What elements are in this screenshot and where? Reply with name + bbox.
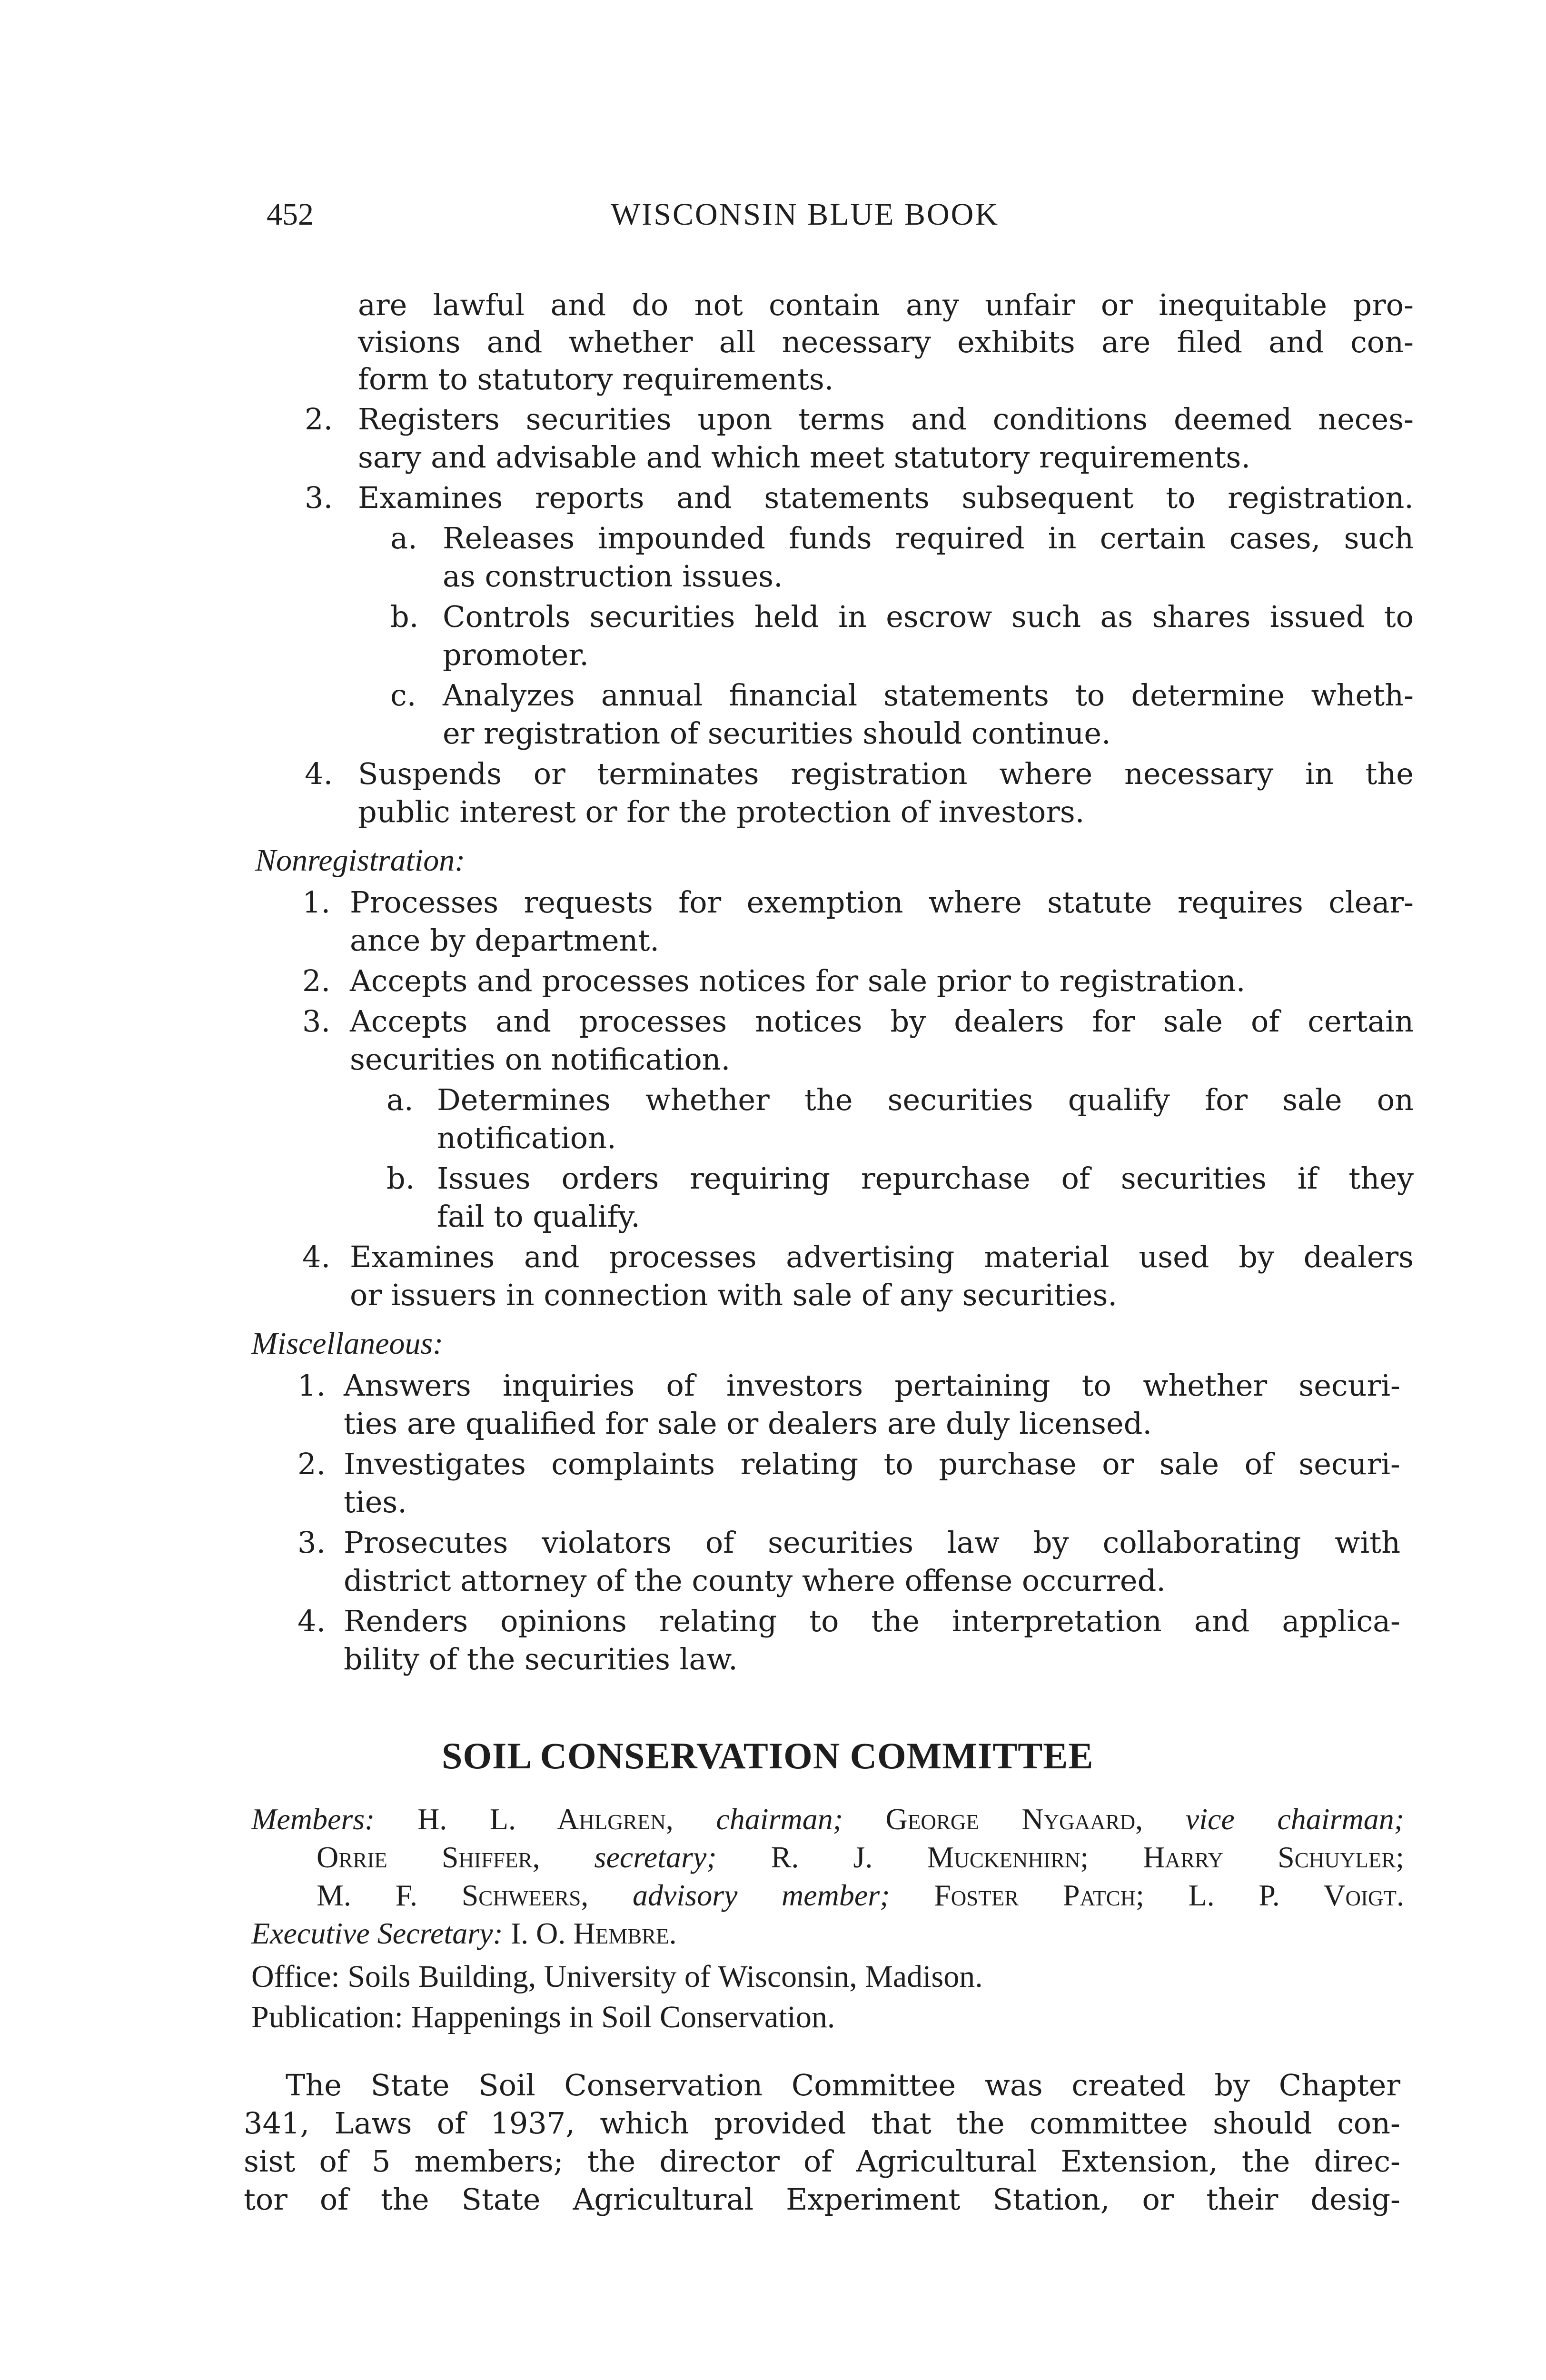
paragraph-line: tor of the State Agricultural Experiment Station, or their desig- [244,2182,1400,2217]
list-item-line: public interest or for the protection of investors. [358,794,1085,829]
list-item-line: ance by department. [350,923,660,958]
members-line [251,1804,1404,1835]
continuation-line: form to statutory requirements. [358,362,834,397]
executive-secretary-line [251,1918,677,1949]
list-item-line: ties are qualified for sale or dealers are duly licensed. [344,1406,1152,1441]
subitem-letter: a. [390,521,417,555]
item-number: 1. [297,1368,326,1403]
section-heading-miscellaneous: Miscellaneous: [251,1326,444,1361]
list-item-line: Controls securities held in escrow such as shares issued to [443,599,1414,634]
item-number: 4. [302,1240,331,1274]
list-item-line: Determines whether the securities qualify for sale on [437,1082,1414,1117]
list-item-line: Analyzes annual financial statements to determine wheth- [443,678,1414,713]
list-item-line: er registration of securities should continue. [443,716,1111,751]
list-item-line: Releases impounded funds required in certain cases, such [443,521,1414,555]
list-item-line: securities on notification. [350,1042,731,1077]
item-number: 2. [297,1447,326,1481]
subitem-letter: b. [386,1161,415,1196]
section-title: SOIL CONSERVATION COMMITTEE [442,1735,1094,1776]
list-item-line: as construction issues. [443,559,783,594]
list-item-line: Investigates complaints relating to purchase or sale of securi- [344,1447,1400,1481]
list-item-line: bility of the securities law. [344,1642,738,1676]
member-role: secretary; [594,1840,717,1874]
member-name: M. F. Schweers, [317,1878,589,1912]
list-item-line: promoter. [443,637,589,672]
members-line [317,1880,1404,1911]
member-role: vice chairman; [1185,1802,1405,1836]
item-number: 1. [302,885,331,920]
executive-secretary-label: Executive Secretary: [251,1916,503,1950]
publication-line: Publication: Happenings in Soil Conservation. [251,2000,835,2034]
list-item-line: Suspends or terminates registration where necessary in the [358,756,1414,791]
member-name: Harry Schuyler; [1143,1840,1404,1874]
running-title: WISCONSIN BLUE BOOK [611,197,999,232]
member-name: Orrie Shiffer, [317,1840,540,1874]
list-item-line: Accepts and processes notices by dealers for sale of certain [350,1004,1414,1039]
list-item-line: sary and advisable and which meet statutory requirements. [358,440,1251,475]
item-number: 3. [305,480,333,515]
list-item-line: fail to qualify. [437,1199,640,1234]
members-label: Members: [251,1802,375,1836]
item-number: 4. [297,1604,326,1638]
item-number: 2. [305,402,333,436]
office-line: Office: Soils Building, University of Wisconsin, Madison. [251,1959,983,1994]
members-line [317,1842,1404,1873]
list-item-line: Processes requests for exemption where statute requires clear- [350,885,1414,920]
list-item-line: Issues orders requiring repurchase of securities if they [437,1161,1414,1196]
paragraph-line: sist of 5 members; the director of Agricultural Extension, the direc- [244,2144,1400,2179]
paragraph-line: 341, Laws of 1937, which provided that the committee should con- [244,2106,1400,2141]
list-item-line: district attorney of the county where offense occurred. [344,1563,1166,1598]
member-role: chairman; [716,1802,843,1836]
subitem-letter: c. [390,678,416,713]
page-number: 452 [267,197,314,232]
continuation-line: visions and whether all necessary exhibits are filed and con- [358,325,1414,359]
executive-secretary-name: I. O. Hembre. [510,1916,677,1950]
member-name: H. L. Ahlgren, [417,1802,674,1836]
member-name: R. J. Muckenhirn; [771,1840,1089,1874]
list-item-line: Examines and processes advertising material used by dealers [350,1240,1414,1274]
section-heading-nonregistration: Nonregistration: [255,843,466,878]
member-role: advisory member; [632,1878,890,1912]
list-item-line: Answers inquiries of investors pertaining to whether securi- [344,1368,1400,1403]
list-item-line: Examines reports and statements subsequent to registration. [358,480,1414,515]
member-name: L. P. Voigt. [1188,1878,1405,1912]
continuation-line: are lawful and do not contain any unfair or inequitable pro- [358,288,1414,322]
item-number: 3. [297,1525,326,1560]
list-item-line: Accepts and processes notices for sale prior to registration. [350,963,1246,998]
subitem-letter: b. [390,599,419,634]
subitem-letter: a. [386,1082,414,1117]
item-number: 3. [302,1004,331,1039]
member-name: George Nygaard, [885,1802,1143,1836]
list-item-line: notification. [437,1121,616,1155]
list-item-line: ties. [344,1485,407,1519]
item-number: 4. [305,756,333,791]
paragraph-line: The State Soil Conservation Committee was created by Chapter [286,2068,1400,2102]
list-item-line: Renders opinions relating to the interpretation and applica- [344,1604,1400,1638]
list-item-line: Prosecutes violators of securities law by collaborating with [344,1525,1400,1560]
list-item-line: or issuers in connection with sale of any securities. [350,1278,1118,1312]
member-name: Foster Patch; [934,1878,1144,1912]
item-number: 2. [302,963,331,998]
list-item-line: Registers securities upon terms and conditions deemed neces- [358,402,1414,436]
